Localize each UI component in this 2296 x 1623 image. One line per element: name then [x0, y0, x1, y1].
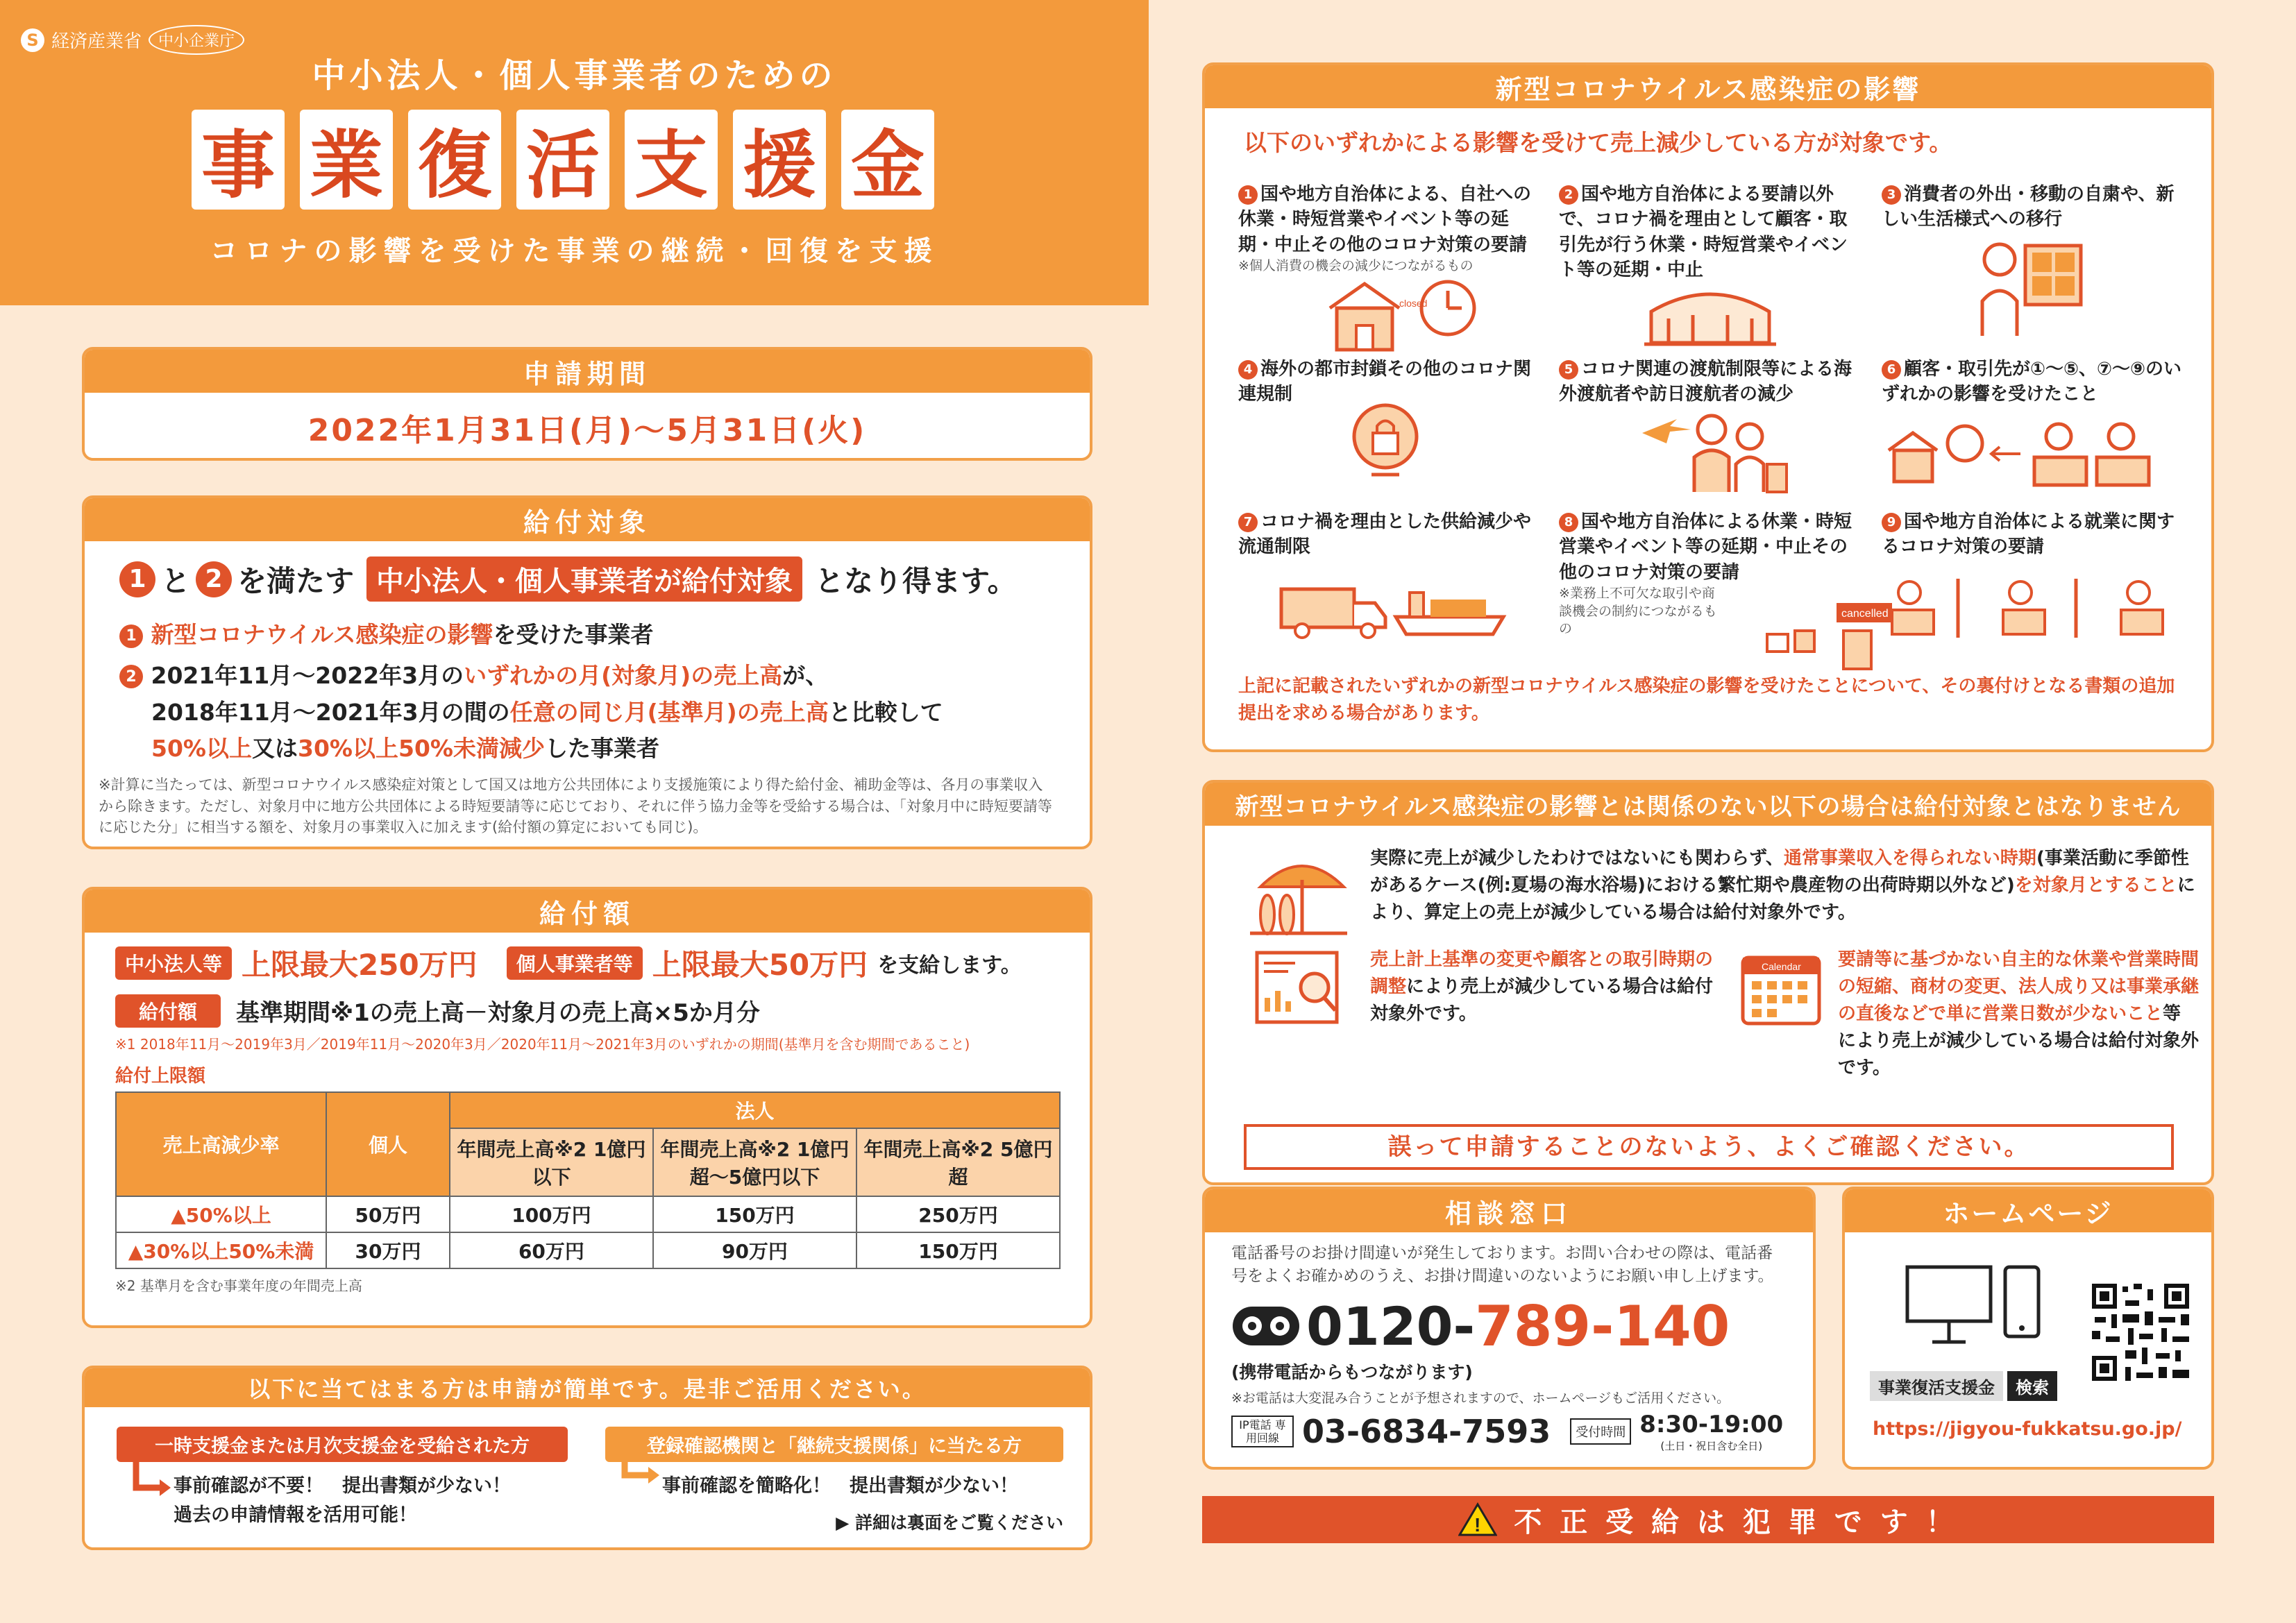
cancelled-label: cancelled [1841, 608, 1889, 620]
arrow-icon [619, 1460, 661, 1495]
amount-note-2: ※2 基準月を含む事業年度の年間売上高 [115, 1277, 362, 1294]
th-indiv: 個人 [326, 1092, 450, 1196]
closed-shop-icon [1316, 273, 1489, 357]
qr-code-icon[interactable] [2089, 1281, 2192, 1384]
homepage-card [1842, 1187, 2214, 1470]
ip-number[interactable]: 03-6834-7593 [1302, 1413, 1551, 1451]
exclude-text: 等により売上が減少している場合は給付対象外です。 [1838, 1003, 2200, 1078]
cond-2-highlight: 30%以上50%未満減少 [298, 735, 545, 763]
impact-item-2 [1559, 182, 1864, 283]
cond-2-highlight: いずれかの月(対象月)の売上高 [464, 661, 783, 689]
item-number: 4 [1238, 360, 1258, 380]
period-heading: 申請期間 [85, 350, 1090, 393]
simple-left-line: 事前確認が不要！ 提出書類が少ない！ [174, 1475, 511, 1497]
caution-box: 誤って申請することのないよう、よくご確認ください。 [1244, 1124, 2174, 1170]
th-corp-small: 年間売上高※2 1億円以下 [450, 1128, 653, 1196]
lead-end: となり得ます。 [815, 563, 1017, 598]
eligibility-lead [119, 556, 1055, 602]
impact-card [1202, 62, 2214, 752]
simple-right-tag: 登録確認機関と「継続支援関係」に当たる方 [605, 1427, 1063, 1462]
rate-text: ▲30%以上50%未満 [128, 1240, 314, 1263]
agency-name: 中小企業庁 [149, 25, 244, 55]
impact-item-3 [1882, 182, 2187, 232]
table-cell: 30万円 [326, 1232, 450, 1268]
table-cell: 50万円 [326, 1196, 450, 1232]
homepage-url[interactable]: https://jigyou-fukkatsu.go.jp/ [1873, 1418, 2182, 1440]
simple-left-text [174, 1472, 568, 1530]
cond-2-icon: 2 [119, 665, 143, 688]
condition-2 [119, 658, 1055, 767]
search-box [1870, 1371, 2057, 1401]
cond-2-text: と比較して [828, 698, 943, 726]
amount-card [82, 887, 1092, 1328]
period-card [82, 347, 1092, 461]
free-dial-row [1231, 1294, 1787, 1359]
title-char: 援 [733, 110, 826, 210]
cond-2-highlight: 50%以上 [151, 735, 252, 763]
exclude-text: により、算定上の売上が減少している場合は給付対象外です。 [1370, 875, 2195, 923]
condition-1 [119, 617, 1055, 654]
item-text: 顧客・取引先が①～⑤、⑦～⑨のいずれかの影響を受けたこと [1882, 359, 2182, 405]
rate-text: ▲50%以上 [171, 1204, 271, 1227]
corp-max: 上限最大250万円 [242, 948, 478, 982]
lead-satisfy: を満たす [237, 563, 355, 598]
title-char: 支 [625, 110, 718, 210]
lead-and: と [161, 563, 191, 598]
th-corp-large: 年間売上高※2 5億円超 [856, 1128, 1060, 1196]
cond-2-text: 2018年11月～2021年3月の間の [151, 698, 510, 726]
impact-footnote: 上記に記載されたいずれかの新型コロナウイルス感染症の影響を受けたことについて、その裏付けとなる書類の追加提出を求める場合があります。 [1238, 676, 2175, 724]
mobile-note: (携帯電話からもつながります) [1231, 1361, 1473, 1382]
rate-cell [116, 1232, 326, 1268]
meti-logo-icon: S [21, 28, 44, 52]
hours-text: 8:30-19:00 [1639, 1410, 1784, 1438]
cond-1-icon: 1 [119, 624, 143, 648]
pc-smartphone-icon [1905, 1264, 2043, 1348]
truck-ship-icon [1274, 579, 1510, 641]
amount-note-1: ※1 2018年11月～2019年3月／2019年11月～2020年3月／2020年11月～2021年3月のいずれかの期間(基準月を含む期間であること) [115, 1036, 970, 1053]
chain-effect-icon [1882, 416, 2173, 492]
exclude-highlight: 売上計上基準の変更や顧客との取引時期の調整 [1370, 949, 1714, 997]
item-text: 海外の都市封鎖その他のコロナ関連規制 [1238, 359, 1532, 405]
item-number: 3 [1882, 185, 1901, 205]
calendar-label: Calendar [1762, 961, 1801, 972]
cond-2-text: 又は [252, 735, 298, 763]
item-number: 7 [1238, 513, 1258, 532]
amount-heading: 給付額 [85, 890, 1090, 933]
search-input[interactable]: 事業復活支援金 [1870, 1371, 2003, 1401]
item-number: 5 [1559, 360, 1578, 380]
item-text: 国や地方自治体による要請以外で、コロナ禍を理由として顧客・取引先が行う休業・時短営業やイベント等の延期・中止 [1559, 184, 1848, 281]
tagline: コロナの影響を受けた事業の継続・回復を支援 [210, 235, 939, 267]
th-corp-mid: 年間売上高※2 1億円超～5億円以下 [653, 1128, 856, 1196]
simple-left [117, 1427, 568, 1530]
th-corp: 法人 [450, 1092, 1060, 1128]
warning-banner [1202, 1496, 2214, 1543]
consult-card [1202, 1187, 1816, 1470]
hours-tag: 受付時間 [1570, 1418, 1631, 1445]
table-row [116, 1232, 1060, 1268]
exclude-highlight: 通常事業収入を得られない時期 [1783, 848, 2036, 869]
indiv-max: 上限最大50万円 [652, 948, 868, 982]
exclude-highlight: 要請等に基づかない自主的な休業や営業時間の短縮、商材の変更、法人成り又は事業承継の直後などで単に営業日数が少ないこと [1838, 949, 2200, 1024]
formula-row [115, 994, 1059, 1028]
simple-right-text: 事前確認を簡略化！ 提出書類が少ない！ [662, 1475, 1018, 1497]
travelers-icon [1628, 405, 1795, 495]
subtitle: 中小法人・個人事業者のための [312, 56, 837, 95]
warning-icon [1458, 1502, 1497, 1537]
item-number: 1 [1238, 185, 1258, 205]
title-char: 復 [408, 110, 501, 210]
item-text: 国や地方自治体による、自社への休業・時短営業やイベント等の延期・中止その他のコロナ対策の要請 [1238, 184, 1532, 255]
table-cell: 100万円 [450, 1196, 653, 1232]
cond-2-text: が、 [782, 661, 829, 689]
table-cell: 150万円 [856, 1232, 1060, 1268]
title-char: 金 [841, 110, 934, 210]
beach-umbrella-icon [1247, 852, 1351, 935]
page-title [192, 110, 934, 210]
th-rate: 売上高減少率 [116, 1092, 326, 1196]
formula-tag: 給付額 [115, 994, 221, 1028]
cond-2-text: 2021年11月～2022年3月の [151, 661, 464, 689]
corp-tag: 中小法人等 [115, 946, 232, 980]
item-number: 8 [1559, 513, 1578, 532]
cond-1-highlight: 新型コロナウイルス感染症の影響 [151, 621, 493, 648]
table-row [116, 1196, 1060, 1232]
locked-globe-icon [1344, 398, 1427, 482]
consult-heading: 相談窓口 [1205, 1189, 1813, 1232]
indiv-tag: 個人事業者等 [507, 946, 643, 980]
cond-1-text: を受けた事業者 [493, 621, 654, 648]
table-cell: 90万円 [653, 1232, 856, 1268]
exclude-p2 [1370, 946, 1724, 1028]
title-char: 活 [516, 110, 609, 210]
arrow-icon [130, 1460, 172, 1509]
item-text: 国や地方自治体による就業に関するコロナ対策の要請 [1882, 511, 2175, 558]
simple-heading: 以下に当てはまる方は申請が簡単です。是非ご活用ください。 [85, 1368, 1090, 1407]
free-dial-number[interactable]: 789-140 [1475, 1293, 1730, 1359]
hours-box [1639, 1411, 1783, 1453]
workers-partition-icon [1882, 572, 2173, 641]
simple-left-line: 過去の申請情報を活用可能！ [174, 1504, 417, 1526]
warning-text: 不 正 受 給 は 犯 罪 で す ！ [1514, 1506, 1958, 1538]
search-button[interactable]: 検索 [2007, 1371, 2057, 1401]
ministry-name: 経済産業省 [51, 31, 142, 52]
ip-row [1231, 1411, 1787, 1453]
supply-text: を支給します。 [877, 953, 1022, 978]
cond-1-badge: 1 [119, 561, 155, 597]
formula-text: 基準期間※1の売上高－対象月の売上高×5か月分 [236, 999, 760, 1027]
target-tag: 中小法人・個人事業者が給付対象 [366, 556, 802, 602]
simple-left-tag: 一時支援金または月次支援金を受給された方 [117, 1427, 568, 1462]
free-dial-icon [1231, 1305, 1301, 1347]
exclude-text: 実際に売上が減少したわけではないにも関わらず、 [1370, 848, 1784, 869]
item-number: 2 [1559, 185, 1578, 205]
see-back-link[interactable]: ▶ 詳細は裏面をご覧ください [836, 1512, 1063, 1533]
cancelled-trip-icon [1760, 593, 1899, 676]
table-cell: 250万円 [856, 1196, 1060, 1232]
eligibility-note: ※計算に当たっては、新型コロナウイルス感染症対策として国又は地方公共団体により支援施策により得た給付金、補助金等は、各月の事業収入から除きます。ただし、対象月中に地方公共団体による時短要請等に応じており、それに伴う協力金等を受給する場合は、「対象月中に時短要請等に応じた分」に相当する額を、対象月の事業収入に加えます(給付額の算定においても同じ)。 [99, 776, 1052, 836]
simple-card [82, 1366, 1092, 1550]
exclude-text: により売上が減少している場合は給付対象外です。 [1370, 976, 1714, 1024]
table-cell: 60万円 [450, 1232, 653, 1268]
impact-item-6 [1882, 357, 2187, 407]
impact-item-7 [1238, 509, 1544, 560]
cond-2-badge: 2 [196, 561, 232, 597]
warning-mark: ! [1474, 1514, 1481, 1536]
table-cell: 150万円 [653, 1196, 856, 1232]
period-dates: 2022年1月31日(月)～5月31日(火) [307, 413, 867, 448]
closed-label: closed [1399, 298, 1428, 309]
exclude-text: (事業活動に季節性があるケース(例:夏場の海水浴場)における繁忙期や農産物の出荷時期以外など) [1370, 848, 2189, 896]
exclude-card [1202, 780, 2214, 1185]
item-text: 消費者の外出・移動の自粛や、新しい生活様式への移行 [1882, 184, 2175, 230]
impact-heading: 新型コロナウイルス感染症の影響 [1205, 65, 2211, 108]
crowd-note: ※お電話は大変混み合うことが予想されますので、ホームページもご活用ください。 [1231, 1390, 1730, 1406]
eligibility-heading: 給付対象 [85, 498, 1090, 541]
item-note: ※業務上不可欠な取引や商談機会の制約につながるもの [1559, 586, 1717, 637]
impact-item-5 [1559, 357, 1864, 407]
impact-item-1 [1238, 182, 1544, 275]
title-char: 業 [300, 110, 393, 210]
exclude-heading: 新型コロナウイルス感染症の影響とは関係のない以下の場合は給付対象とはなりません [1205, 783, 2211, 826]
item-note: ※個人消費の機会の減少につながるもの [1238, 258, 1474, 274]
stadium-icon [1641, 277, 1780, 350]
cond-2-text: した事業者 [544, 735, 659, 763]
consult-notice: 電話番号のお掛け間違いが発生しております。お問い合わせの際は、電話番号をよくお確かめのうえ、お掛け間違いのないようにお願い申し上げます。 [1231, 1244, 1774, 1286]
free-dial-prefix[interactable]: 0120- [1306, 1295, 1476, 1357]
rate-cell [116, 1196, 326, 1232]
remote-work-icon [1975, 232, 2086, 343]
exclude-highlight: を対象月とすること [2014, 875, 2177, 896]
exclude-p1 [1370, 845, 2196, 926]
item-number: 6 [1882, 360, 1901, 380]
exclude-p3 [1838, 946, 2199, 1082]
calendar-icon [1739, 949, 1823, 1026]
cond-2-highlight: 任意の同じ月(基準月)の売上高 [509, 698, 829, 726]
simple-right [605, 1427, 1063, 1534]
item-number: 9 [1882, 513, 1901, 532]
item-text: コロナ関連の渡航制限等による海外渡航者や訪日渡航者の減少 [1559, 359, 1852, 405]
impact-lead: 以下のいずれかによる影響を受けて売上減少している方が対象です。 [1244, 129, 1952, 156]
hours-sub: (土日・祝日含む全日) [1660, 1439, 1763, 1452]
limit-table [115, 1091, 1061, 1269]
ip-tag: IP電話 専用回線 [1231, 1416, 1294, 1447]
eligibility-card [82, 495, 1092, 849]
homepage-heading: ホームページ [1845, 1189, 2211, 1232]
title-char: 事 [192, 110, 285, 210]
sales-chart-magnifier-icon [1253, 949, 1344, 1026]
limit-label: 給付上限額 [115, 1066, 206, 1087]
item-text: 国や地方自治体による休業・時短営業やイベント等の延期・中止その他のコロナ対策の要請 [1559, 511, 1852, 583]
impact-item-9 [1882, 509, 2187, 560]
amount-max-row [115, 942, 1059, 984]
item-text: コロナ禍を理由とした供給減少や流通制限 [1238, 511, 1532, 558]
